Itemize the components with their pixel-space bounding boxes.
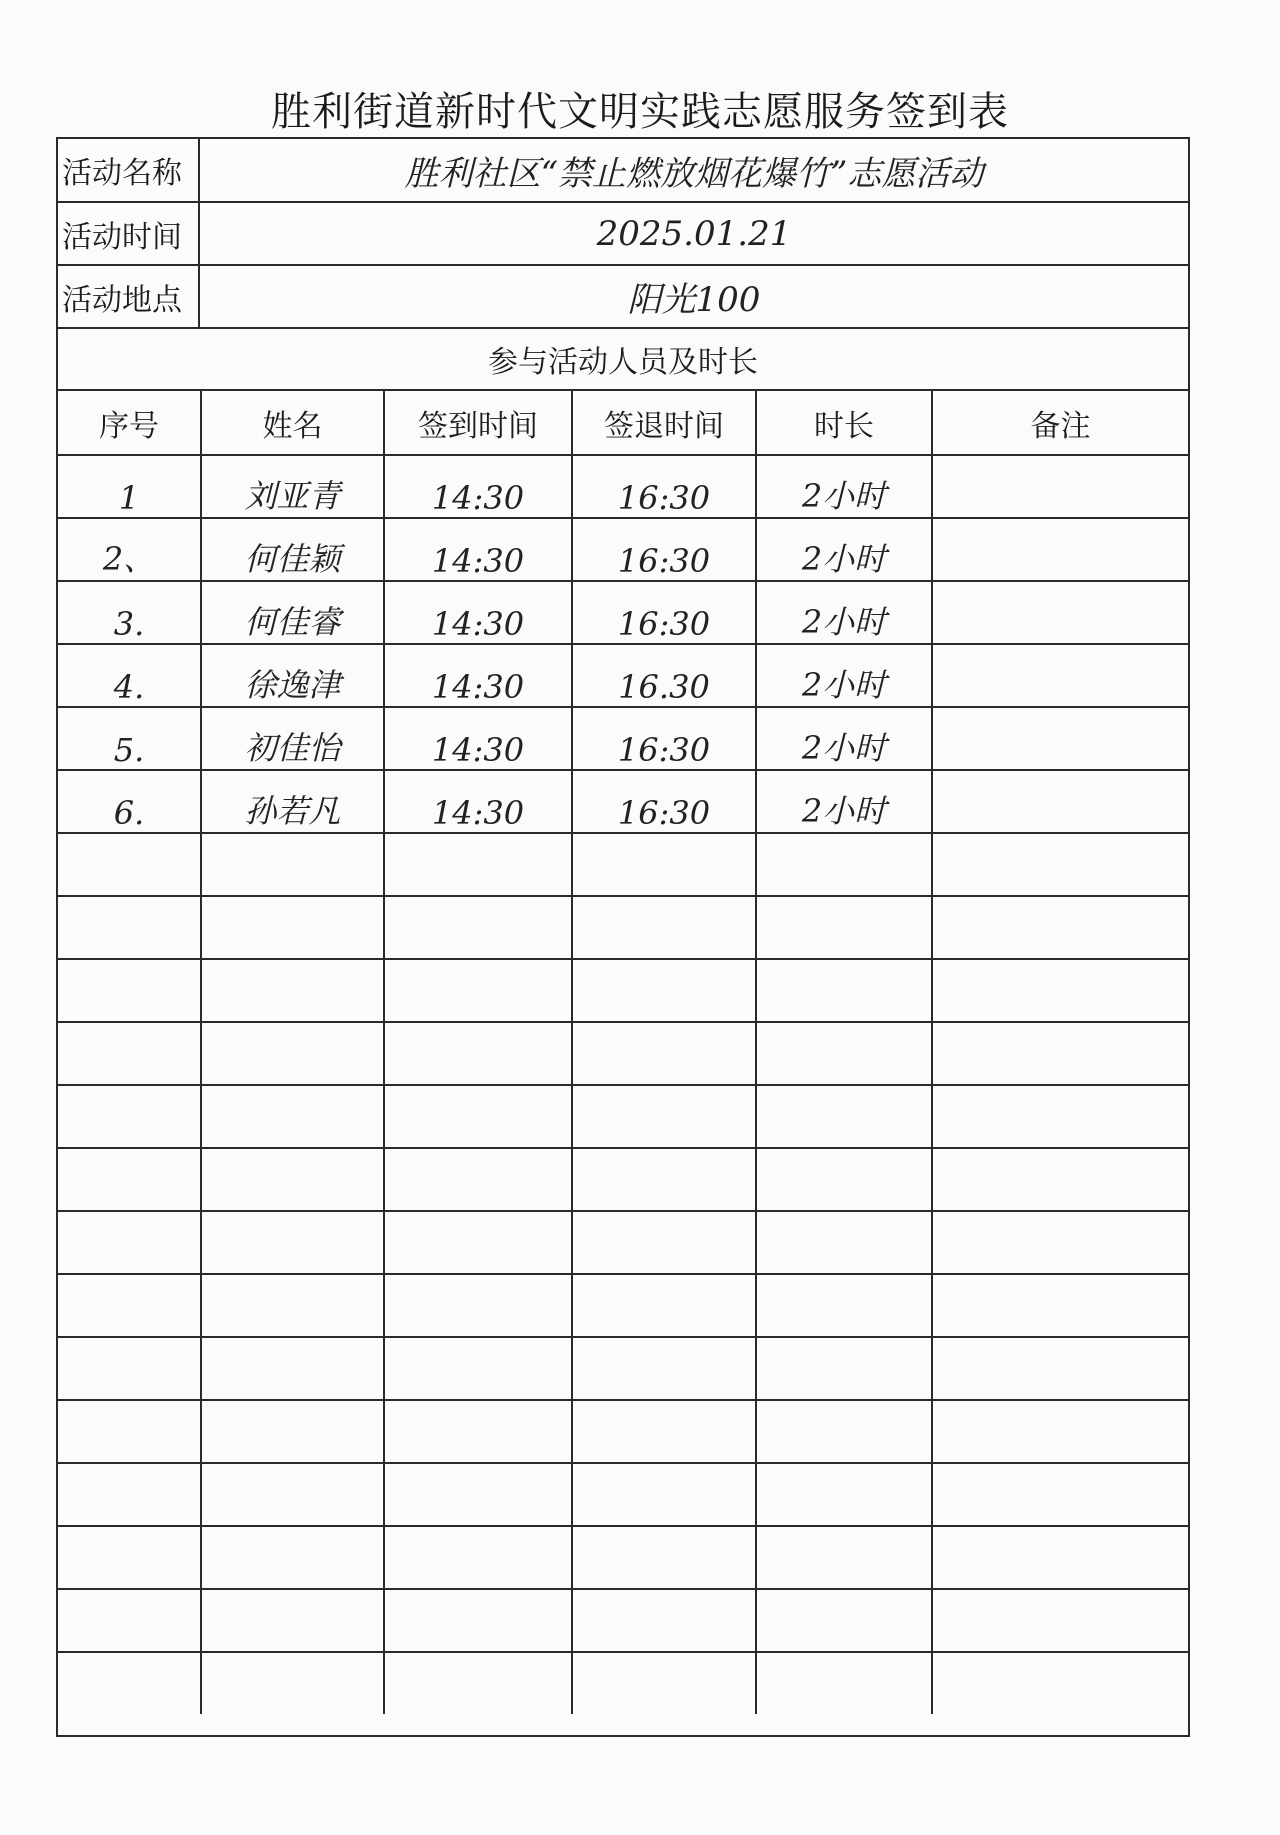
empty-cell [756,896,932,959]
row-note [932,707,1188,770]
activity-name-row [58,139,1188,203]
row-no: 5. [58,707,201,770]
empty-cell [572,1652,756,1714]
col-header-name: 姓名 [201,391,384,455]
sign-in-sheet [56,137,1190,1737]
row-checkout: 16:30 [572,581,756,644]
empty-cell [384,896,572,959]
empty-cell [932,1463,1188,1526]
participants-header: 参与活动人员及时长 [58,329,1188,391]
form-title: 胜利街道新时代文明实践志愿服务签到表 [271,89,1009,135]
empty-cell [932,1085,1188,1148]
col-header-checkin: 签到时间 [384,391,572,455]
row-note [932,581,1188,644]
row-checkin: 14:30 [384,707,572,770]
row-no: 1 [58,455,201,518]
row-duration: 2小时 [756,518,932,581]
row-duration: 2小时 [756,455,932,518]
row-name: 何佳睿 [201,581,384,644]
empty-cell [932,1652,1188,1714]
row-checkin: 14:30 [384,518,572,581]
row-name: 初佳怡 [201,707,384,770]
activity-time-value: 2025.01.21 [596,213,792,254]
empty-cell [201,1148,384,1211]
empty-cell [932,1337,1188,1400]
empty-cell [58,959,201,1022]
empty-cell [384,1589,572,1652]
empty-cell [58,1022,201,1085]
table-row [58,581,1188,644]
table-header-row [58,391,1188,455]
empty-cell [572,1463,756,1526]
empty-cell [201,959,384,1022]
empty-cell [201,1400,384,1463]
empty-table-row [58,959,1188,1022]
row-duration: 2小时 [756,770,932,833]
empty-cell [58,896,201,959]
empty-table-row [58,896,1188,959]
table-row [58,770,1188,833]
empty-cell [572,959,756,1022]
row-checkout: 16:30 [572,455,756,518]
empty-cell [932,896,1188,959]
activity-place-value: 阳光100 [627,280,761,320]
activity-name-label: 活动名称 [58,139,200,201]
empty-cell [384,1085,572,1148]
empty-cell [932,1274,1188,1337]
empty-cell [201,833,384,896]
row-duration: 2小时 [756,644,932,707]
row-checkin: 14:30 [384,581,572,644]
row-note [932,770,1188,833]
empty-table-row [58,1211,1188,1274]
empty-cell [384,1274,572,1337]
row-duration: 2小时 [756,581,932,644]
empty-cell [58,1400,201,1463]
table-row [58,707,1188,770]
participants-table [58,391,1188,1714]
empty-cell [756,1274,932,1337]
row-no: 4. [58,644,201,707]
empty-cell [756,1463,932,1526]
empty-cell [58,833,201,896]
empty-cell [932,1022,1188,1085]
col-header-checkout: 签退时间 [572,391,756,455]
activity-name-value: 胜利社区“禁止燃放烟花爆竹”志愿活动 [404,153,984,194]
empty-cell [384,1652,572,1714]
empty-table-row [58,1085,1188,1148]
empty-cell [756,1400,932,1463]
empty-table-row [58,1274,1188,1337]
empty-table-row [58,1526,1188,1589]
row-name: 徐逸津 [201,644,384,707]
empty-cell [572,1211,756,1274]
empty-cell [384,1526,572,1589]
empty-cell [572,833,756,896]
empty-cell [572,1589,756,1652]
empty-cell [201,1274,384,1337]
empty-cell [58,1526,201,1589]
empty-cell [384,1211,572,1274]
empty-cell [384,833,572,896]
activity-time-label: 活动时间 [58,203,200,264]
row-name: 何佳颖 [201,518,384,581]
empty-cell [932,1526,1188,1589]
empty-table-row [58,1400,1188,1463]
empty-cell [756,1337,932,1400]
empty-cell [384,959,572,1022]
row-no: 6. [58,770,201,833]
empty-cell [58,1337,201,1400]
empty-cell [756,1148,932,1211]
empty-cell [384,1400,572,1463]
empty-cell [58,1085,201,1148]
empty-cell [572,1337,756,1400]
empty-cell [201,1589,384,1652]
empty-cell [756,1526,932,1589]
empty-cell [201,1337,384,1400]
activity-time-row [58,203,1188,266]
empty-cell [756,833,932,896]
empty-cell [572,1022,756,1085]
empty-cell [932,1589,1188,1652]
row-checkout: 16:30 [572,770,756,833]
empty-cell [58,1274,201,1337]
table-row [58,644,1188,707]
table-row [58,518,1188,581]
empty-table-row [58,1148,1188,1211]
empty-cell [201,1463,384,1526]
empty-cell [756,1022,932,1085]
empty-cell [201,1652,384,1714]
empty-cell [58,1589,201,1652]
empty-cell [58,1463,201,1526]
activity-place-row [58,266,1188,329]
empty-cell [756,959,932,1022]
empty-cell [572,1526,756,1589]
empty-cell [932,1400,1188,1463]
row-note [932,455,1188,518]
row-duration: 2小时 [756,707,932,770]
empty-cell [572,1274,756,1337]
row-name: 孙若凡 [201,770,384,833]
col-header-no: 序号 [58,391,201,455]
row-checkin: 14:30 [384,644,572,707]
col-header-note: 备注 [932,391,1188,455]
row-name: 刘亚青 [201,455,384,518]
empty-cell [58,1211,201,1274]
empty-cell [384,1337,572,1400]
empty-table-row [58,1589,1188,1652]
row-checkout: 16:30 [572,518,756,581]
empty-cell [756,1652,932,1714]
empty-cell [201,1085,384,1148]
row-no: 3. [58,581,201,644]
empty-table-row [58,1022,1188,1085]
row-note [932,518,1188,581]
empty-table-row [58,833,1188,896]
empty-cell [572,896,756,959]
empty-cell [932,1148,1188,1211]
empty-cell [756,1589,932,1652]
row-checkout: 16.30 [572,644,756,707]
empty-cell [384,1148,572,1211]
row-no: 2、 [58,518,201,581]
row-checkin: 14:30 [384,455,572,518]
empty-cell [201,1526,384,1589]
empty-cell [384,1022,572,1085]
empty-cell [201,896,384,959]
table-row [58,455,1188,518]
row-checkout: 16:30 [572,707,756,770]
empty-table-row [58,1463,1188,1526]
empty-cell [572,1148,756,1211]
empty-cell [201,1211,384,1274]
empty-cell [384,1463,572,1526]
empty-cell [58,1148,201,1211]
col-header-duration: 时长 [756,391,932,455]
empty-cell [932,959,1188,1022]
row-checkin: 14:30 [384,770,572,833]
row-note [932,644,1188,707]
empty-cell [572,1085,756,1148]
empty-cell [572,1400,756,1463]
empty-table-row [58,1337,1188,1400]
empty-cell [932,833,1188,896]
empty-cell [201,1022,384,1085]
empty-cell [932,1211,1188,1274]
empty-cell [756,1211,932,1274]
empty-table-row [58,1652,1188,1714]
empty-cell [58,1652,201,1714]
activity-place-label: 活动地点 [58,266,200,327]
empty-cell [756,1085,932,1148]
